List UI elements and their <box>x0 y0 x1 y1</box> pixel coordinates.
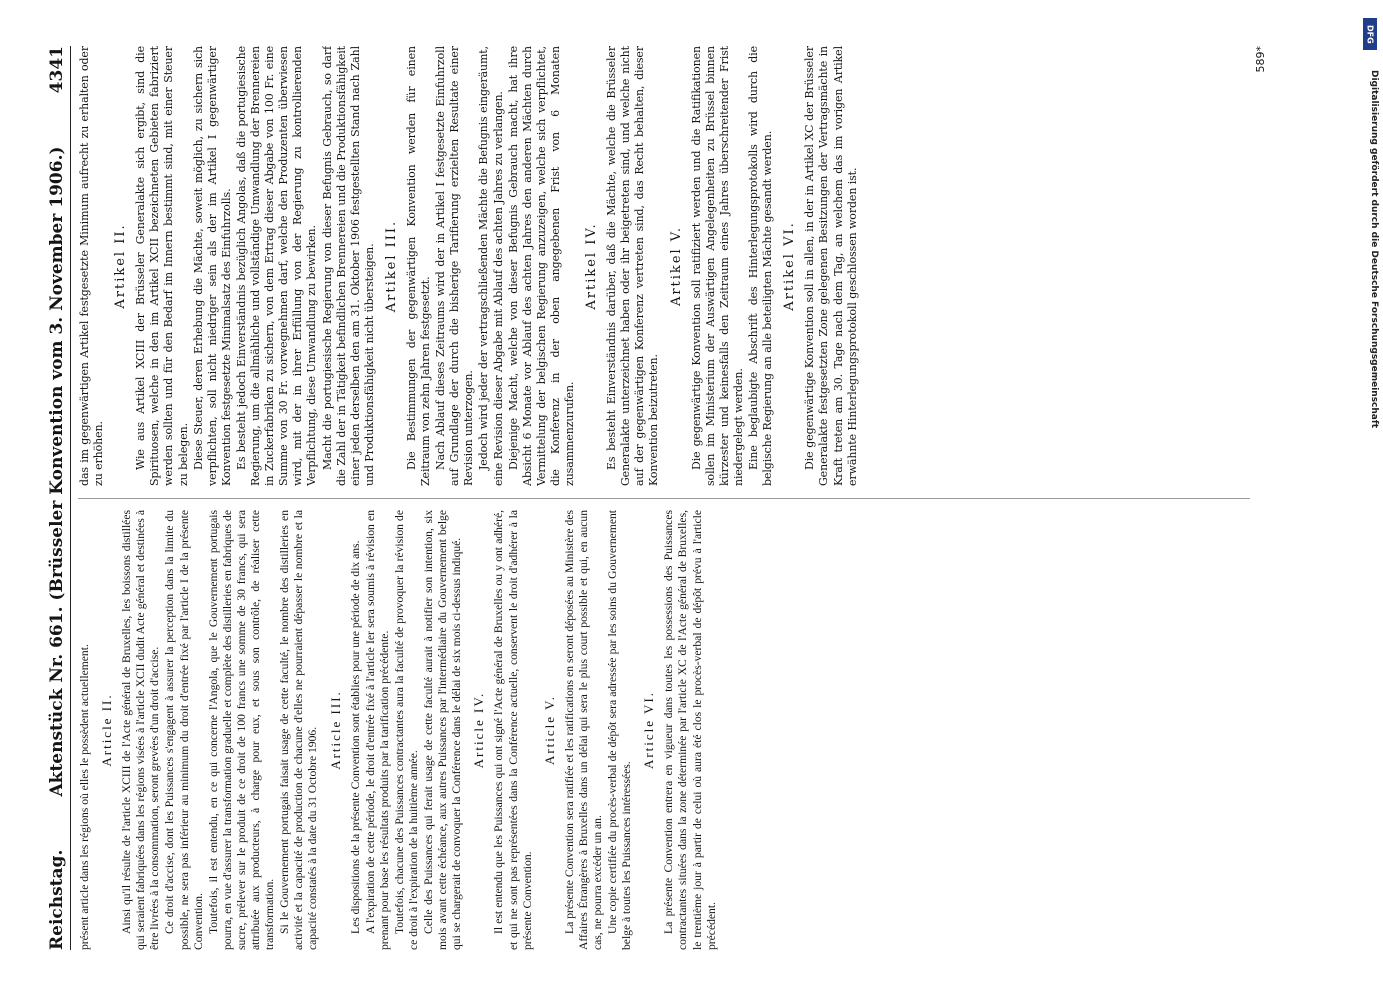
article-heading: Article III. <box>327 690 343 770</box>
header-left: Reichstag. <box>46 849 67 950</box>
paragraph: Wie aus Artikel XCIII der Brüsseler Generalakte sich ergibt, sind die Spirituosen, welche in den im Artikel XCII bezeichneten Gebieten fabriziert werden sollten und für den Bedarf im Innern bestimmt sind, mit einer Steuer zu belegen. <box>134 46 190 486</box>
dfg-logo: DFG <box>1363 18 1377 50</box>
paragraph: La présente Convention entrera en vigueur dans toutes les possessions des Puissances contractantes situées dans la zone déterminée par l'article XC de l'Acte général de Bruxelles, le trentième jour à partir de celui où aura été clos le procès-verbal de dépôt prévu à l'article précédent. <box>662 510 718 950</box>
paragraph: présent article dans les régions où elles le possèdent actuellement. <box>78 644 91 950</box>
paragraph: Il est entendu que les Puissances qui ont signé l'Acte général de Bruxelles ou y ont adhéré, et qui ne sont pas représentées dans la Conférence actuelle, conservent le droit d'adhérer à la présente Convention. <box>492 510 534 950</box>
page-header <box>44 46 71 950</box>
paragraph: Die gegenwärtige Konvention soll ratifiziert werden und die Ratifikationen sollen im Ministerium der Auswärtigen Angelegenheiten zu Brüssel binnen kürzester und keinesfalls den Zeitraum eines Jahres überschreitender Frist niedergelegt werden. <box>689 46 745 486</box>
paragraph: Die gegenwärtige Konvention soll in allen, in der in Artikel XC der Brüsseler Generalakte festgesetzten Zone gelegenen Besitzungen der Vertragsmächte in Kraft treten am 30. Tage nach dem Tag, an welchem das im vorigen Artikel erwähnte Hinterlegungsprotokoll geschlossen worden ist. <box>803 46 859 486</box>
article-heading: Article II. <box>99 693 115 767</box>
paragraph: Toutefois, chacune des Puissances contractantes aura la faculté de provoquer la révision de ce droit à l'expiration de la huitième année. <box>392 510 420 950</box>
article-heading: Artikel II. <box>113 223 129 309</box>
paragraph: Jedoch wird jeder der vertragschließenden Mächte die Befugnis eingeräumt, eine Revision dieser Abgabe mit Ablauf des achten Jahres zu verlangen. <box>477 46 505 486</box>
paragraph: Es besteht Einverständnis darüber, daß die Mächte, welche die Brüsseler Generalakte unterzeichnet haben oder ihr beigetreten sind, und welche nicht auf der gegenwärtigen Konferenz vertreten sind, das Recht behalten, dieser Konvention beizutreten. <box>605 46 661 486</box>
french-column <box>78 510 1250 950</box>
paragraph: Toutefois, il est entendu, en ce qui concerne l'Angola, que le Gouvernement portugais pourra, en vue d'assurer la transformation graduelle et complète des distilleries en fabriques de sucre, prélever sur le produit de ce droit de 100 francs une somme de 30 francs, qui sera attribuée aux producteurs, à charge pour eux, et sous son contrôle, de réaliser cette transformation. <box>206 510 277 950</box>
paragraph: Diejenige Macht, welche von dieser Befugnis Gebrauch macht, hat ihre Absicht 6 Monate vor Ablauf des achten Jahres den anderen Mächten durch Vermittelung der belgischen Regierung anzuzeigen, welche sich verpflichtet, die Konferenz in der oben angegebenen Frist von 6 Monaten zusammenzurufen. <box>506 46 576 486</box>
paragraph: Les dispositions de la présente Convention sont établies pour une période de dix ans. <box>348 540 362 934</box>
paragraph: Es besteht jedoch Einverständnis bezüglich Angolas, daß die portugiesische Regierung, um die allmähliche und vollständige Umwandlung der Brennereien in Zuckerfabriken zu sichern, von dem Ertrag dieser Abgabe von 100 Fr. eine Summe von 30 Fr. vorwegnehmen darf, welche den Produzenten überwiesen wird, mit der in ihrer Erfüllung von der Regierung zu kontrollierenden Verpflichtung, diese Umwandlung zu bewirken. <box>234 46 319 486</box>
german-column <box>78 46 1250 486</box>
scanned-page <box>32 28 1272 968</box>
sheet-signature: 589* <box>1253 46 1267 73</box>
header-title: Aktenstück Nr. 661. (Brüsseler Konvention vom 3. November 1906.) <box>46 146 67 797</box>
paragraph: Macht die portugiesische Regierung von dieser Befugnis Gebrauch, so darf die Zahl der in Tätigkeit befindlichen Brennereien und die Produktionsfähigkeit einer jeden derselben den am 31. Oktober 1906 festgestellten Stand nach Zahl und Produktionsfähigkeit nicht übersteigen. <box>320 46 376 486</box>
paragraph: Ce droit d'accise, dont les Puissances s'engagent à assurer la perception dans la limite du possible, ne sera pas inférieur au minimum du droit d'entrée fixé par l'article I de la présente Convention. <box>163 510 205 950</box>
article-heading: Artikel IV. <box>584 222 600 310</box>
article-heading: Article V. <box>541 694 557 766</box>
paragraph: Si le Gouvernement portugais faisait usage de cette faculté, le nombre des distilleries en activité et la capacité de production de chacune d'elles ne pourraient dépasser le nombre et la capacité constatés à la date du 31 Octobre 1906. <box>278 510 320 950</box>
paragraph: Eine beglaubigte Abschrift des Hinterlegungsprotokolls wird durch die belgische Regierung an alle beteiligten Mächte gesandt werden. <box>747 46 775 486</box>
paragraph: Ainsi qu'il résulte de l'article XCIII de l'Acte général de Bruxelles, les boissons distillées qui seraient fabriquées dans les régions visées à l'article XCII dudit Acte général et destinées à être livrées à la consommation, seront grevées d'un droit d'accise. <box>120 510 162 950</box>
digitization-note: Digitalisierung gefördert durch die Deutsche Forschungsgemeinschaft <box>1369 70 1379 429</box>
article-heading: Article IV. <box>471 691 487 769</box>
paragraph: das im gegenwärtigen Artikel festgesetzte Minimum aufrecht zu erhalten oder zu erhöhen. <box>78 46 106 486</box>
article-heading: Artikel VI. <box>782 221 798 311</box>
paragraph: La présente Convention sera ratifiée et les ratifications en seront déposées au Ministère des Affaires Étrangères à Bruxelles dans un délai qui sera le plus court possible et qui, en aucun cas, ne pourra excéder un an. <box>562 510 604 950</box>
paragraph: Une copie certifiée du procès-verbal de dépôt sera adressée par les soins du Gouvernement belge à toutes les Puissances intéressées. <box>606 510 634 950</box>
digitization-sidebar <box>1363 10 1379 990</box>
paragraph: A l'expiration de cette période, le droit d'entrée fixé à l'article Ier sera soumis à révision en prenant pour base les résultats produits par la tarification précédente. <box>363 510 391 950</box>
paragraph: Diese Steuer, deren Erhebung die Mächte, soweit möglich, zu sichern sich verpflichten, soll nicht niedriger sein als der im Artikel I gegenwärtiger Konvention festgesetzte Minimalsatz des Einfuhrzolls. <box>191 46 233 486</box>
article-heading: Artikel III. <box>383 219 399 313</box>
paragraph: Celle des Puissances qui ferait usage de cette faculté aurait à notifier son intention, six mois avant cette échéance, aux autres Puissances par l'intermédiaire du Gouvernement belge qui se chargerait de convoquer la Conférence dans le délai de six mois ci-dessus indiqué. <box>422 510 464 950</box>
page-number: 4341 <box>46 46 67 94</box>
paragraph: Die Bestimmungen der gegenwärtigen Konvention werden für einen Zeitraum von zehn Jahren festgesetzt. <box>404 46 433 486</box>
article-heading: Article VI. <box>641 690 657 770</box>
article-heading: Artikel V. <box>668 225 684 307</box>
paragraph: Nach Ablauf dieses Zeitraums wird der in Artikel I festgesetzte Einfuhrzoll auf Grundlage der durch die bisherige Tarifierung erzielten Resultate einer Revision unterzogen. <box>434 46 476 486</box>
column-divider <box>78 498 1250 499</box>
